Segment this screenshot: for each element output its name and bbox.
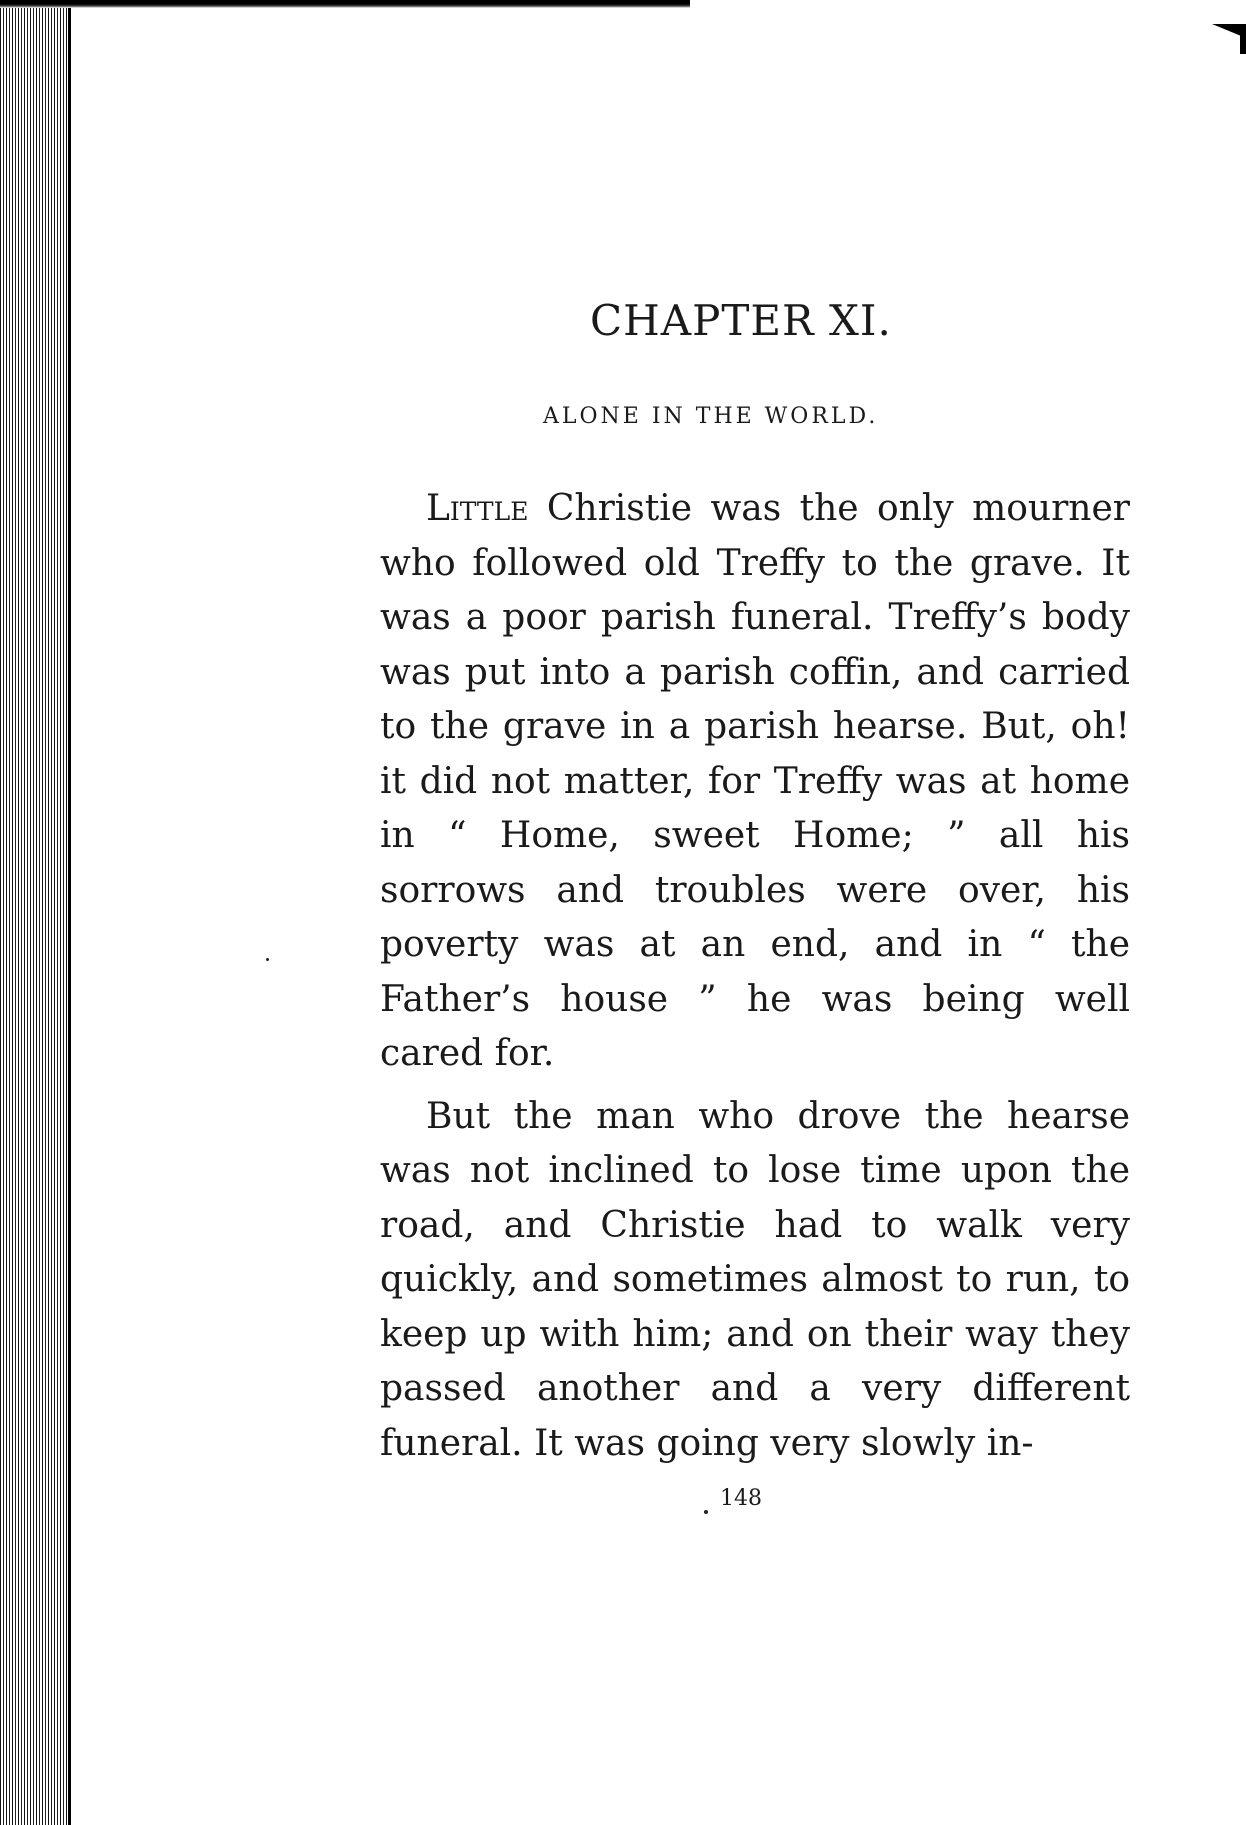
chapter-subtitle: ALONE IN THE WORLD. (543, 404, 879, 429)
page-gutter-line (68, 0, 71, 1825)
paragraph-1-text: Christie was the only mourner who followed old Treffy to the grave. It was a poor parish funeral. Treffy’s body was put into a parish coffin, and carried to the grave in a parish hearse. But, oh! it did not matter, for Treffy was at home in “ Home, sweet Home; ” all his sorrows and troubles were over, his poverty was at an end, and in “ the Father’s house ” he was being well cared for. (380, 488, 1130, 1074)
corner-mark-bar (1240, 24, 1246, 54)
paragraph-1 (380, 482, 1130, 1082)
print-speck (704, 1510, 708, 1514)
book-spine-edge (0, 0, 72, 1825)
print-speck (266, 958, 269, 961)
paragraph-lead-word: Little (426, 488, 529, 529)
paragraph-2-text: But the man who drove the hearse was not inclined to lose time upon the road, and Christie had to walk very quickly, and sometimes almost to run, to keep up with him; and on their way they passed another and a very different funeral. It was going very slowly in- (380, 1095, 1130, 1464)
body-text (380, 482, 1130, 1479)
top-edge-rule (0, 0, 690, 8)
chapter-title: CHAPTER XI. (590, 296, 892, 345)
paragraph-2 (380, 1090, 1130, 1472)
page-number: 148 (720, 1486, 762, 1511)
